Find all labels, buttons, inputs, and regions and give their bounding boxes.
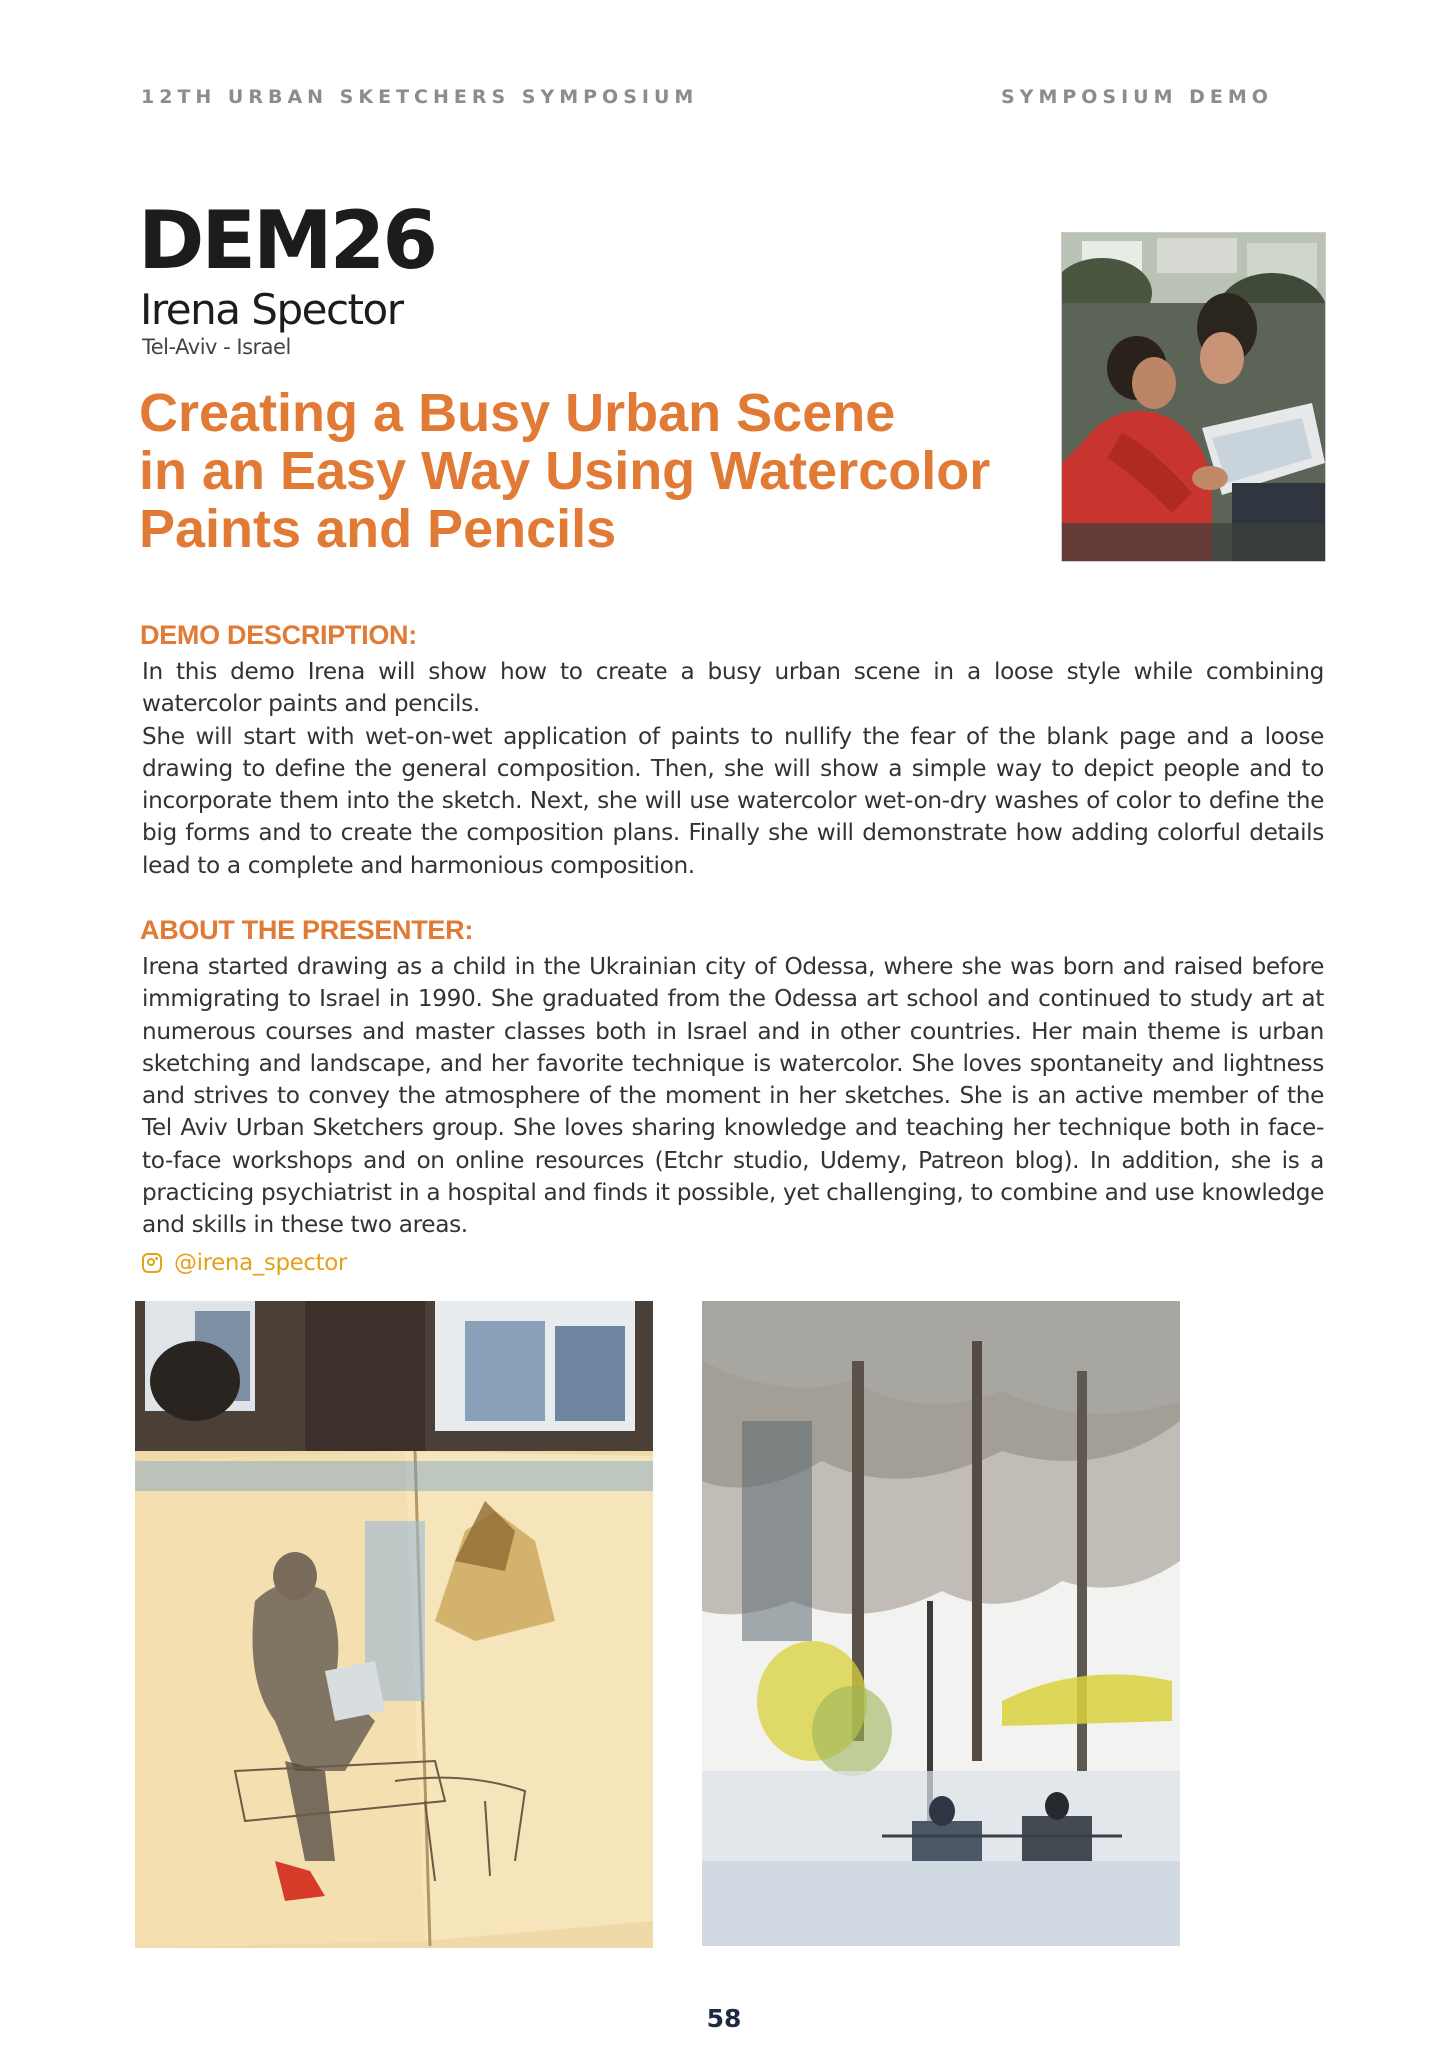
instagram-link[interactable] (142, 1247, 347, 1279)
demo-title-line: Paints and Pencils (139, 499, 617, 559)
instagram-handle: @irena_spector (174, 1250, 347, 1276)
demo-description-heading: DEMO DESCRIPTION: (140, 620, 417, 650)
about-presenter-heading: ABOUT THE PRESENTER: (140, 915, 474, 945)
demo-description-text (142, 656, 1324, 882)
watercolor-painting (702, 1301, 1180, 1946)
description-paragraph: She will start with wet-on-wet application of paints to nullify the fear of the blank page and a loose drawing to define the general composition. Then, she will show a simple way to depict people and to incorporate them into the sketch. Next, she will use watercolor wet-on-dry washes of color to define the big forms and to create the composition plans. Finally she will demonstrate how adding colorful details lead to a complete and harmonious composition. (142, 722, 1324, 879)
presenter-name: Irena Spector (140, 285, 403, 334)
presenter-photo (1061, 232, 1326, 562)
demo-title-line: Creating a Busy Urban Scene (139, 383, 896, 443)
about-paragraph: Irena started drawing as a child in the Ukrainian city of Odessa, where she was born and raised before immigrating to Israel in 1990. She graduated from the Odessa art school and continued to study art at numerous courses and master classes both in Israel and in other countries. Her main theme is urban sketching and landscape, and her favorite technique is watercolor. She loves spontaneity and lightness and strives to convey the atmosphere of the moment in her sketches. She is an active member of the Tel Aviv Urban Sketchers group. She loves sharing knowledge and teaching her technique both in face-to-face workshops and on online resources (Etchr studio, Udemy, Patreon blog). In addition, she is a practicing psychiatrist in a hospital and finds it possible, yet challenging, to combine and use knowledge and skills in these two areas. (142, 953, 1324, 1239)
sketchbook-photo (135, 1301, 653, 1948)
instagram-icon (142, 1253, 162, 1273)
presenter-location: Tel-Aviv - Israel (142, 335, 291, 359)
about-presenter-text (142, 951, 1324, 1242)
demo-title (139, 384, 1019, 558)
running-header-left: 12TH URBAN SKETCHERS SYMPOSIUM (141, 86, 699, 108)
demo-title-line: in an Easy Way Using Watercolor (139, 441, 991, 501)
running-header-right: SYMPOSIUM DEMO (1001, 86, 1273, 108)
page-number: 58 (706, 2004, 742, 2033)
description-paragraph: In this demo Irena will show how to create a busy urban scene in a loose style while combining watercolor paints and pencils. (142, 658, 1324, 718)
demo-code: DEM26 (138, 194, 435, 287)
